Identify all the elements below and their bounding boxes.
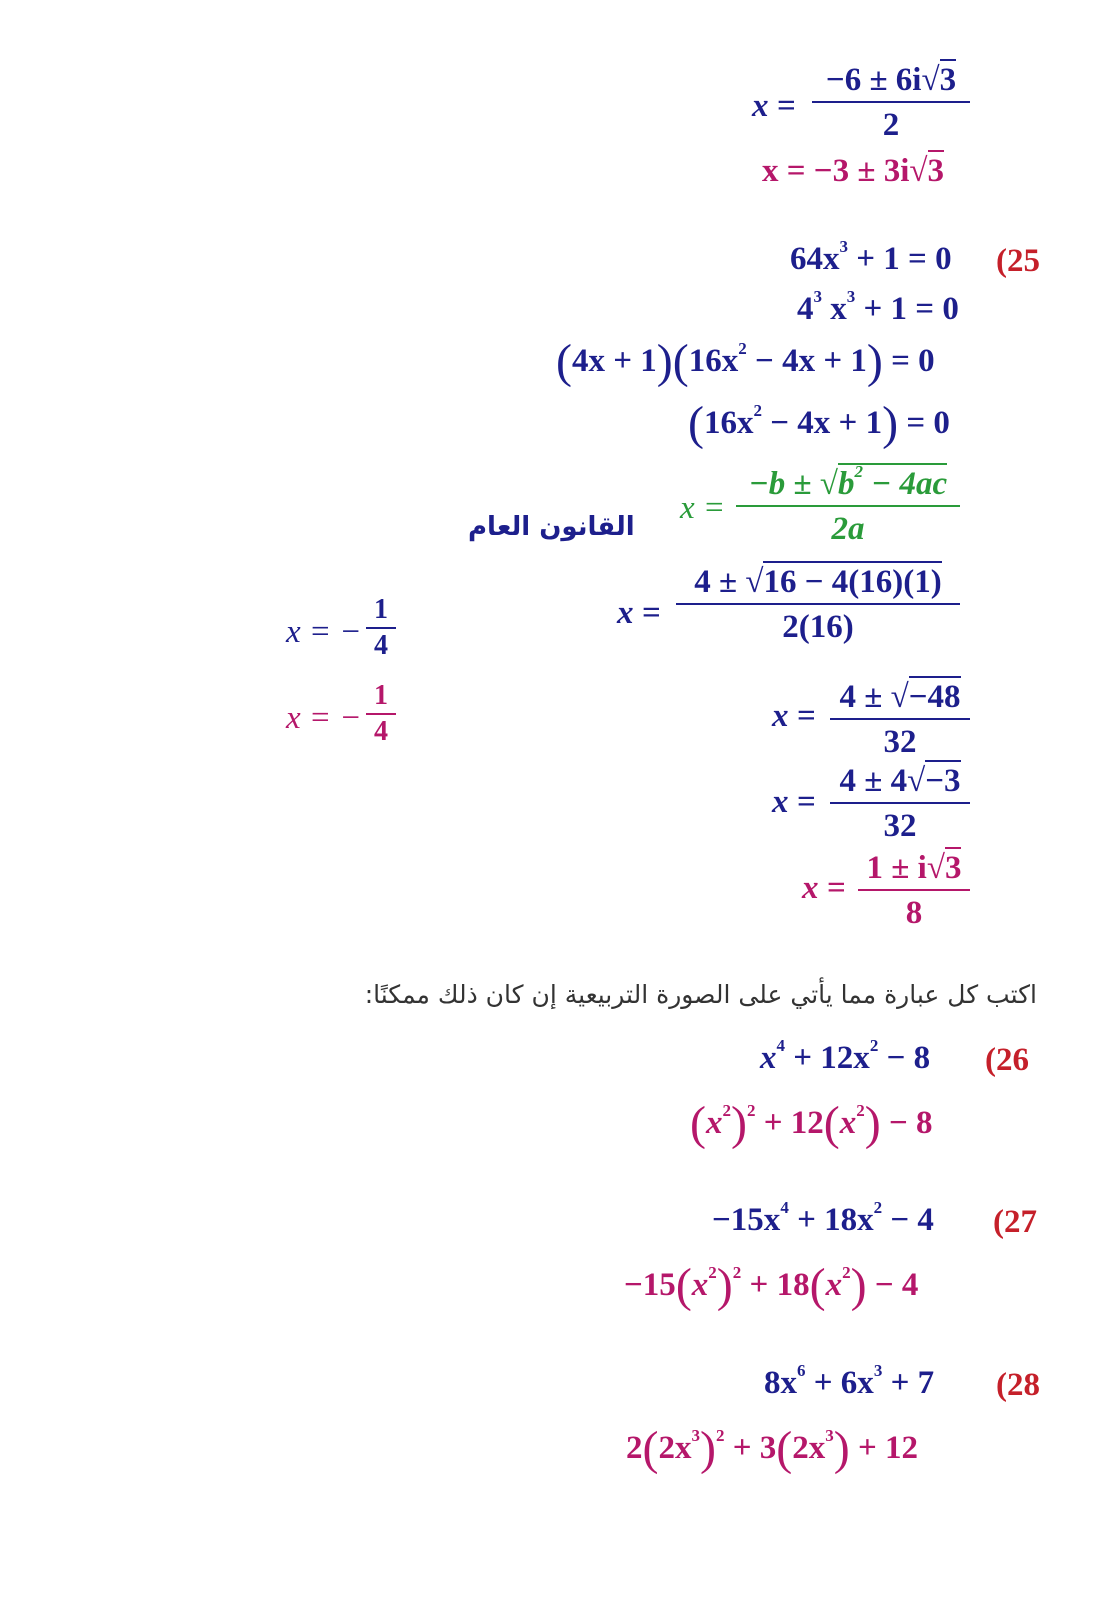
p25-line-3: $(4x + 1)(16x^2 - 4x + 1) = 0$ bbox=[556, 335, 935, 388]
left-solution-1-x: x = − bbox=[286, 614, 362, 650]
final-x: x = bbox=[802, 870, 846, 906]
p27-question: $-15x^4 + 18x^2 - 4$ bbox=[712, 1198, 934, 1238]
p25-line-4: $(16x^2 - 4x + 1) = 0$ bbox=[688, 397, 950, 450]
general-formula-x: x = bbox=[680, 490, 726, 526]
general-formula: $\frac{-b \pm √b^2 - 4ac}{2a}$ bbox=[736, 468, 960, 546]
general-law-label: القانون العام bbox=[468, 512, 635, 542]
left-solution-1-fraction: $\frac{1}{4}$ bbox=[366, 596, 396, 660]
problem-27-number: (27 bbox=[993, 1204, 1037, 1240]
p28-answer: $2(2x^3)^2 + 3(2x^3) + 12$ bbox=[626, 1422, 919, 1475]
top-frac-x: x = bbox=[752, 88, 796, 124]
p27-answer: $-15(x^2)^2 + 18(x^2) - 4$ bbox=[624, 1259, 919, 1312]
p26-question: $x^4 + 12x^2 - 8$ bbox=[760, 1036, 931, 1076]
final-fraction: $\frac{1 \pm i√3}{8}$ bbox=[858, 852, 970, 930]
step2-fraction: $\frac{4 \pm √-48}{32}$ bbox=[830, 681, 970, 759]
step2-x: x = bbox=[772, 698, 816, 734]
left-solution-2-fraction: $\frac{1}{4}$ bbox=[366, 682, 396, 746]
problem-26-number: (26 bbox=[985, 1042, 1029, 1078]
problem-25-number: (25 bbox=[996, 243, 1040, 279]
step3-fraction: $\frac{4 \pm 4√-3}{32}$ bbox=[830, 765, 970, 843]
left-solution-2-x: x = − bbox=[286, 700, 362, 736]
p25-line-2: $4^3$ $x^3 + 1 = 0$ bbox=[797, 287, 959, 327]
top-solution-line: x = −3 ± 3i√3 bbox=[762, 155, 944, 188]
p28-question: $8x^6 + 6x^3 + 7$ bbox=[764, 1361, 935, 1401]
substitution-fraction: $\frac{4 \pm √16 - 4(16)(1)}{2(16)}$ bbox=[676, 566, 960, 644]
p25-line-1: $64x^3 + 1 = 0$ bbox=[790, 237, 952, 277]
sub-x: x = bbox=[617, 595, 661, 631]
problem-28-number: (28 bbox=[996, 1367, 1040, 1403]
step3-x: x = bbox=[772, 784, 816, 820]
instruction-text: اكتب كل عبارة مما يأتي على الصورة التربيعية إن كان ذلك ممكنًا: bbox=[364, 980, 1037, 1009]
top-fraction: $\frac{-6 \pm 6i√3}{2}$ bbox=[812, 64, 970, 142]
p26-answer: $(x^2)^2 + 12(x^2) - 8$ bbox=[690, 1097, 933, 1150]
